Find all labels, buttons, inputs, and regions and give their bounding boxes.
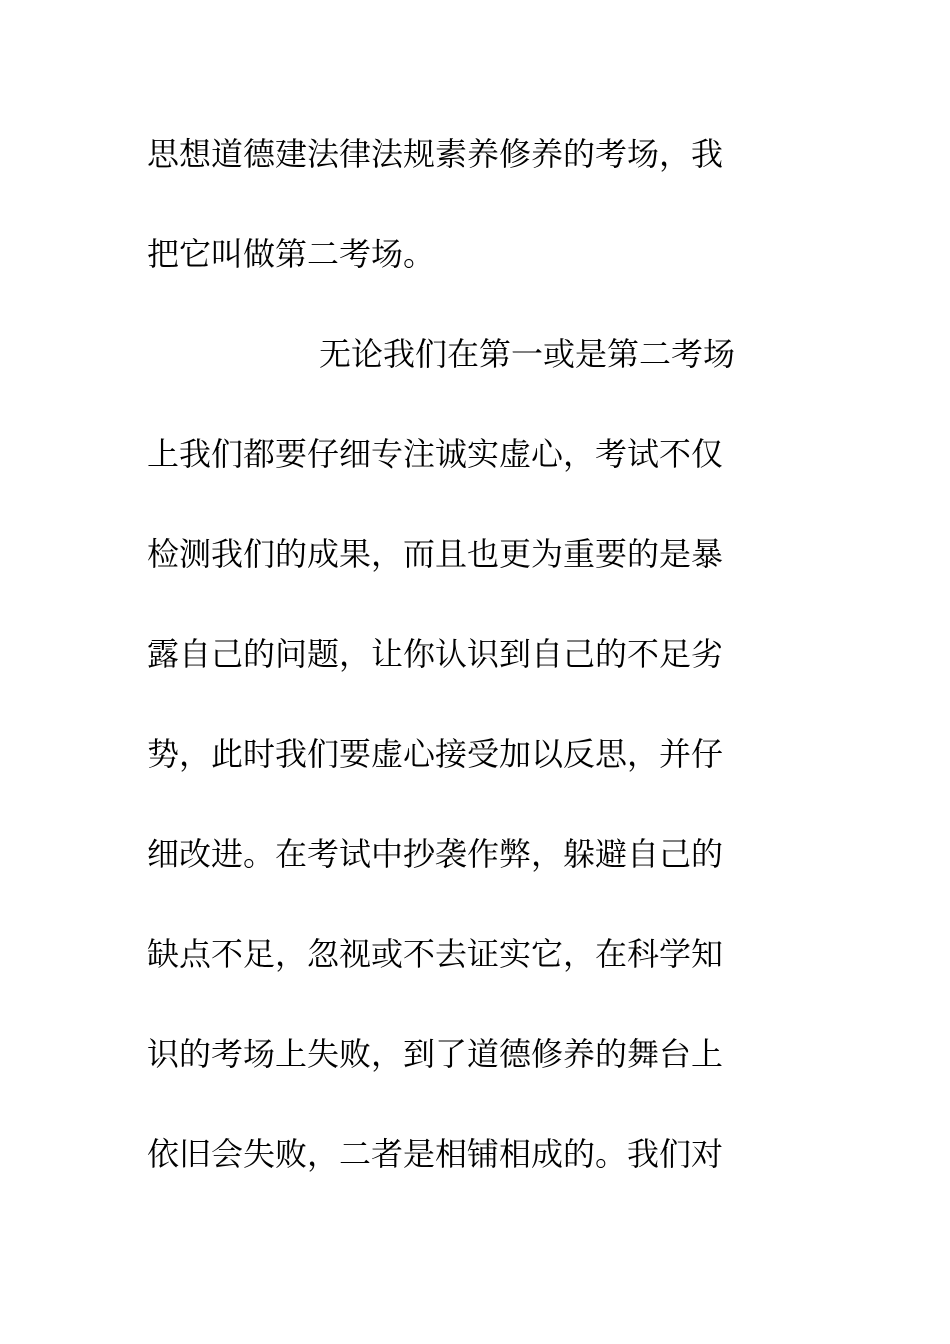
text-line: 细改进。在考试中抄袭作弊，躲避自己的 <box>147 835 724 873</box>
text-line: 势，此时我们要虚心接受加以反思，并仔 <box>147 735 724 773</box>
text-line: 依旧会失败，二者是相铺相成的。我们对 <box>147 1135 724 1173</box>
text-line: 上我们都要仔细专注诚实虚心，考试不仅 <box>147 435 724 473</box>
paragraph-first-line: 无论我们在第一或是第二考场 <box>319 335 736 373</box>
body-text <box>147 118 787 1218</box>
text-line: 缺点不足，忽视或不去证实它，在科学知 <box>147 935 724 973</box>
text-line: 思想道德建法律法规素养修养的考场，我 <box>147 135 724 173</box>
text-line: 检测我们的成果，而且也更为重要的是暴 <box>147 535 724 573</box>
text-line: 识的考场上失败，到了道德修养的舞台上 <box>147 1035 724 1073</box>
text-line: 把它叫做第二考场。 <box>147 235 436 273</box>
text-line: 露自己的问题，让你认识到自己的不足劣 <box>147 635 724 673</box>
